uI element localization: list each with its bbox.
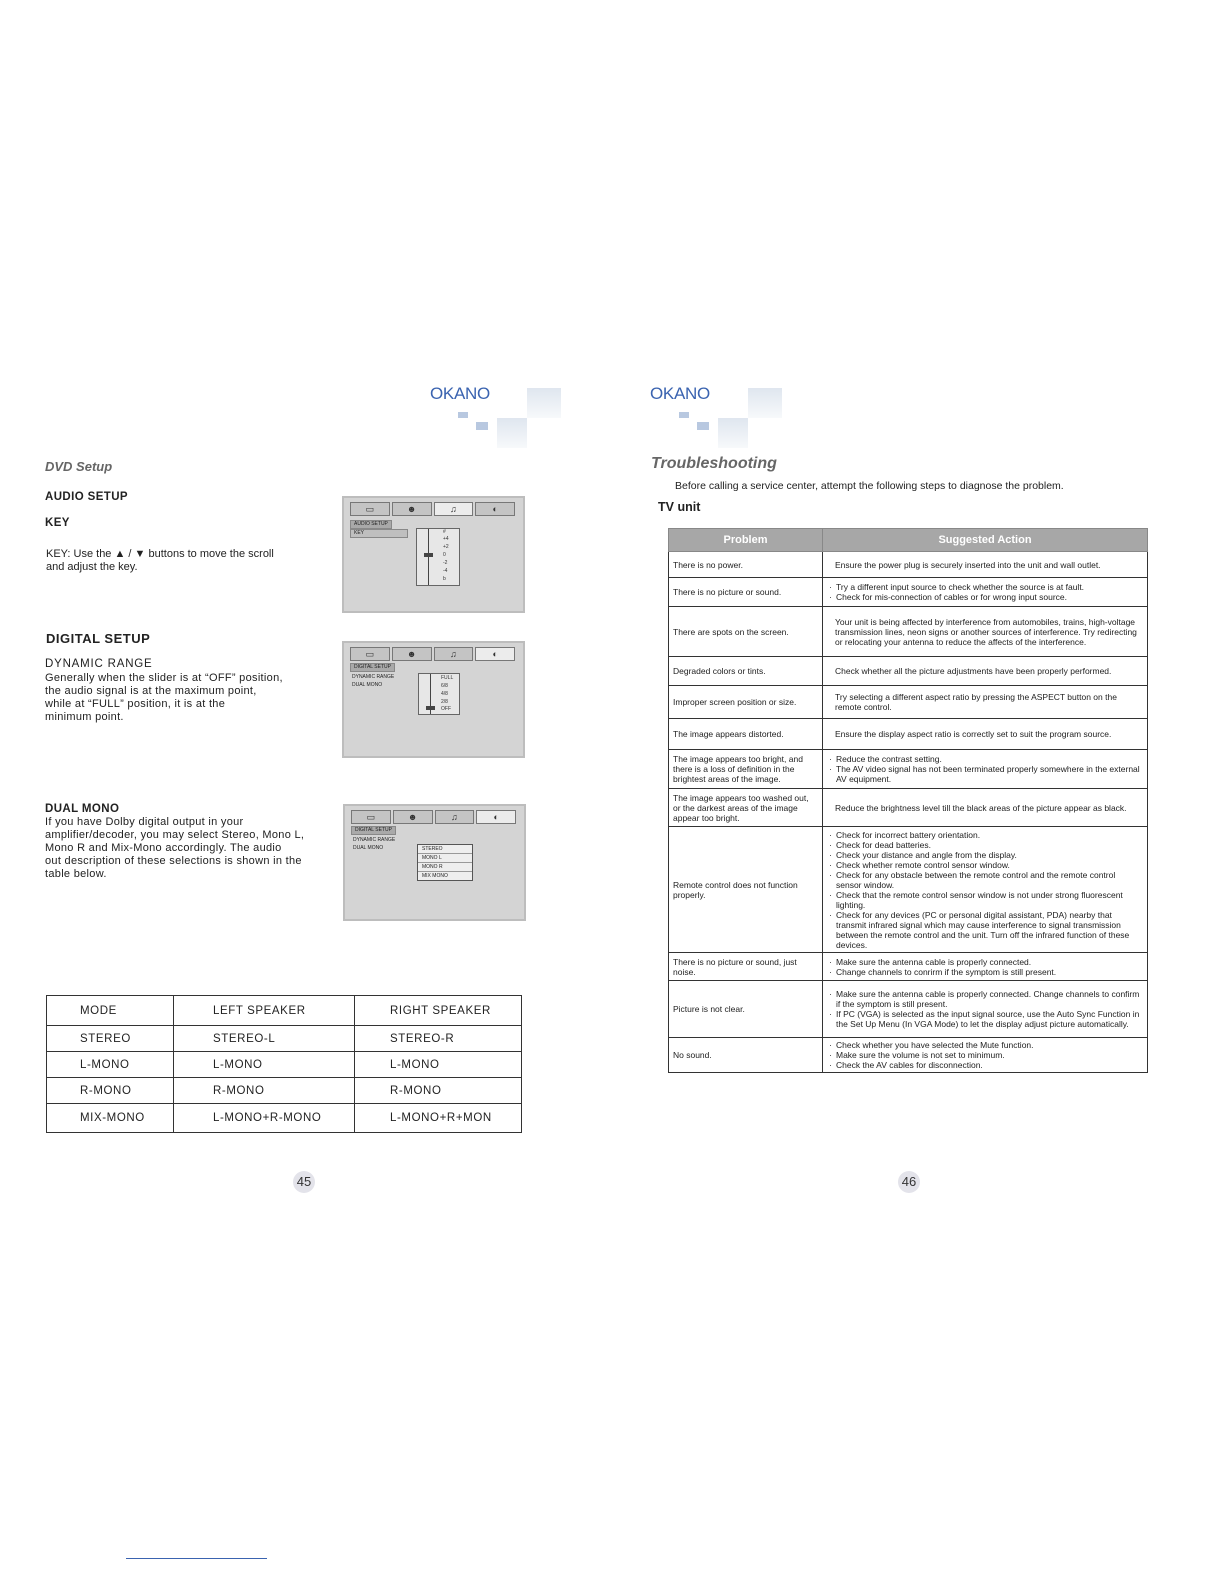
key-heading: KEY	[45, 517, 70, 529]
table-header-cell: MODE	[47, 996, 174, 1026]
problem-cell: The image appears too bright, and there is a loss of definition in the brightest areas of the image.	[669, 750, 823, 789]
table-row	[47, 1104, 522, 1133]
section-title-dvd-setup: DVD Setup	[45, 459, 113, 474]
person-icon: ☻	[392, 502, 432, 516]
table-row	[669, 953, 1148, 981]
osd-menu-item: KEY	[350, 529, 408, 538]
action-cell: Check whether all the picture adjustments have been properly performed.	[823, 657, 1148, 686]
osd-slider-handle	[426, 706, 435, 710]
table-cell: STEREO-R	[355, 1026, 522, 1052]
dynamic-range-line: Generally when the slider is at “OFF” position,	[45, 672, 283, 684]
table-cell: STEREO-L	[174, 1026, 355, 1052]
footer-rule	[126, 1558, 267, 1559]
table-header-cell: RIGHT SPEAKER	[355, 996, 522, 1026]
osd-menu-label: DIGITAL SETUP	[350, 663, 395, 672]
tv-icon: ▭	[350, 502, 390, 516]
osd-dynamic-scale	[418, 673, 460, 715]
tv-icon: ▭	[350, 647, 390, 661]
dynamic-range-line: minimum point.	[45, 711, 124, 723]
section-title-troubleshooting: Troubleshooting	[651, 455, 777, 472]
brand-logo-right: OKANO	[650, 384, 710, 403]
osd-tab-bar	[350, 647, 517, 661]
osd-option: MONO R	[418, 863, 472, 872]
table-cell: R-MONO	[47, 1078, 174, 1104]
page-number-left: 45	[293, 1171, 315, 1193]
dual-mono-line: Mono R and Mix-Mono accordingly. The audio	[45, 842, 282, 854]
intro-text: Before calling a service center, attempt the following steps to diagnose the problem.	[675, 480, 1064, 492]
osd-tick: 0	[443, 552, 446, 558]
dual-mono-mode-table	[46, 995, 522, 1133]
problem-cell: No sound.	[669, 1038, 823, 1073]
table-row	[669, 789, 1148, 827]
osd-menu-item: DUAL MONO	[353, 845, 384, 851]
key-description-line: and adjust the key.	[46, 561, 138, 573]
osd-dynamic-range-screen	[342, 641, 525, 758]
header-decoration	[476, 422, 488, 430]
header-decoration	[527, 388, 561, 418]
action-bullet: · Check for mis-connection of cables or for wrong input source.	[836, 592, 1143, 602]
action-cell: Try selecting a different aspect ratio by pressing the ASPECT button on the remote control.	[823, 686, 1148, 719]
table-cell: L-MONO	[174, 1052, 355, 1078]
table-row	[669, 552, 1148, 578]
music-note-icon: ♫	[435, 810, 475, 824]
action-bullet: · The AV video signal has not been terminated properly somewhere in the external AV equipment.	[836, 764, 1143, 784]
dual-mono-heading: DUAL MONO	[45, 803, 120, 815]
table-cell: L-MONO	[47, 1052, 174, 1078]
action-bullet: · Check the AV cables for disconnection.	[836, 1060, 1143, 1070]
troubleshooting-table	[668, 528, 1148, 1073]
osd-option: STEREO	[418, 845, 472, 854]
table-cell: L-MONO+R-MONO	[174, 1104, 355, 1133]
osd-tick: +4	[443, 536, 449, 542]
table-header-row	[47, 996, 522, 1026]
problem-cell: Picture is not clear.	[669, 981, 823, 1038]
header-decoration	[679, 412, 689, 418]
tv-icon: ▭	[351, 810, 391, 824]
osd-key-scale	[416, 528, 460, 586]
table-row	[669, 686, 1148, 719]
table-row	[669, 1038, 1148, 1073]
osd-menu-label: AUDIO SETUP	[350, 520, 392, 529]
person-icon: ☻	[393, 810, 433, 824]
osd-tick: 6/8	[441, 683, 448, 689]
action-bullet: · Check for incorrect battery orientation.	[836, 830, 1143, 840]
osd-menu-item: DUAL MONO	[352, 682, 383, 688]
header-decoration	[497, 418, 527, 448]
osd-tick: FULL	[441, 675, 454, 681]
action-bullet: · Check for any devices (PC or personal digital assistant, PDA) nearby that transmit infrared signal which may cause interference to signal transmission between the remote control and the unit. Turn off the infrared function of these devices.	[836, 910, 1143, 950]
action-bullet: · Try a different input source to check whether the source is at fault.	[836, 582, 1143, 592]
dual-mono-line: amplifier/decoder, you may select Stereo, Mono L,	[45, 829, 305, 841]
action-bullet: · Check for dead batteries.	[836, 840, 1143, 850]
problem-cell: Improper screen position or size.	[669, 686, 823, 719]
dual-mono-line: table below.	[45, 868, 107, 880]
table-cell: R-MONO	[174, 1078, 355, 1104]
table-cell: L-MONO	[355, 1052, 522, 1078]
osd-dual-mono-screen	[343, 804, 526, 921]
osd-tab-bar	[351, 810, 518, 824]
osd-tick: +2	[443, 544, 449, 550]
table-header-cell: Suggested Action	[823, 529, 1148, 552]
half-circle-icon: ◐	[475, 502, 515, 516]
table-row	[669, 827, 1148, 953]
dynamic-range-heading: DYNAMIC RANGE	[45, 658, 153, 670]
action-bullet: · Check your distance and angle from the display.	[836, 850, 1143, 860]
table-header-cell: Problem	[669, 529, 823, 552]
problem-cell: There is no picture or sound, just noise.	[669, 953, 823, 981]
table-header-cell: LEFT SPEAKER	[174, 996, 355, 1026]
table-row	[47, 1026, 522, 1052]
problem-cell: The image appears distorted.	[669, 719, 823, 750]
action-bullet: · Reduce the contrast setting.	[836, 754, 1143, 764]
table-cell: R-MONO	[355, 1078, 522, 1104]
osd-dual-mono-options	[417, 844, 473, 881]
osd-tick: b	[443, 576, 446, 582]
problem-cell: There is no power.	[669, 552, 823, 578]
action-bullet: · Change channels to conrirm if the symptom is still present.	[836, 967, 1143, 977]
brand-logo-left: OKANO	[430, 384, 490, 403]
osd-menu-label: DIGITAL SETUP	[351, 826, 396, 835]
action-bullet: · If PC (VGA) is selected as the input signal source, use the Auto Sync Function in the Set Up Menu (In VGA Mode) to let the display adjust picture automatically.	[836, 1009, 1143, 1029]
problem-cell: Remote control does not function properly.	[669, 827, 823, 953]
half-circle-icon: ◐	[476, 810, 516, 824]
osd-audio-setup-screen	[342, 496, 525, 613]
action-cell: Ensure the power plug is securely inserted into the unit and wall outlet.	[823, 552, 1148, 578]
table-header-row	[669, 529, 1148, 552]
action-bullet: · Make sure the antenna cable is properly connected. Change channels to confirm if the symptom is still present.	[836, 989, 1143, 1009]
table-cell: MIX-MONO	[47, 1104, 174, 1133]
action-cell: Reduce the brightness level till the black areas of the picture appear as black.	[823, 789, 1148, 827]
action-cell	[823, 827, 1148, 953]
action-cell: Ensure the display aspect ratio is correctly set to suit the program source.	[823, 719, 1148, 750]
osd-tick: #	[443, 529, 446, 535]
header-decoration	[718, 418, 748, 448]
key-description-line: KEY: Use the ▲ / ▼ buttons to move the scroll	[46, 548, 274, 560]
header-decoration	[748, 388, 782, 418]
osd-tick: 2/8	[441, 699, 448, 705]
table-row	[47, 1052, 522, 1078]
osd-tick: -4	[443, 568, 448, 574]
action-cell	[823, 578, 1148, 607]
table-cell: STEREO	[47, 1026, 174, 1052]
problem-cell: There is no picture or sound.	[669, 578, 823, 607]
action-bullet: · Make sure the volume is not set to minimum.	[836, 1050, 1143, 1060]
action-cell: Your unit is being affected by interference from automobiles, trains, high-voltage transmission lines, neon signs or another sources of interference. Try redirecting or relocating your antenna to reduce the affects of the interference.	[823, 607, 1148, 657]
header-decoration	[458, 412, 468, 418]
table-row	[669, 719, 1148, 750]
osd-menu-item: DYNAMIC RANGE	[352, 674, 395, 680]
osd-menu-item: DYNAMIC RANGE	[353, 837, 396, 843]
action-bullet: · Check whether remote control sensor window.	[836, 860, 1143, 870]
person-icon: ☻	[392, 647, 432, 661]
action-cell	[823, 1038, 1148, 1073]
header-decoration	[697, 422, 709, 430]
problem-cell: Degraded colors or tints.	[669, 657, 823, 686]
action-bullet: · Check for any obstacle between the remote control and the remote control sensor window.	[836, 870, 1143, 890]
osd-tick: -2	[443, 560, 448, 566]
osd-tick: 4/8	[441, 691, 448, 697]
table-row	[669, 578, 1148, 607]
dynamic-range-line: the audio signal is at the maximum point,	[45, 685, 257, 697]
osd-tick: OFF	[441, 706, 451, 712]
half-circle-icon: ◐	[475, 647, 515, 661]
action-cell	[823, 750, 1148, 789]
digital-setup-heading: DIGITAL SETUP	[46, 631, 151, 646]
action-cell	[823, 953, 1148, 981]
action-bullet: · Check whether you have selected the Mute function.	[836, 1040, 1143, 1050]
tv-unit-heading: TV unit	[658, 500, 701, 514]
page-number-right: 46	[898, 1171, 920, 1193]
problem-cell: The image appears too washed out, or the darkest areas of the image appear too bright.	[669, 789, 823, 827]
table-row	[669, 657, 1148, 686]
dynamic-range-line: while at “FULL” position, it is at the	[45, 698, 226, 710]
dual-mono-line: out description of these selections is shown in the	[45, 855, 302, 867]
osd-option: MIX MONO	[422, 873, 448, 879]
audio-setup-heading: AUDIO SETUP	[45, 491, 128, 503]
table-row	[669, 750, 1148, 789]
problem-cell: There are spots on the screen.	[669, 607, 823, 657]
table-row	[669, 607, 1148, 657]
action-bullet: · Make sure the antenna cable is properly connected.	[836, 957, 1143, 967]
music-note-icon: ♫	[434, 647, 474, 661]
table-row	[669, 981, 1148, 1038]
action-bullet: · Check that the remote control sensor window is not under strong fluorescent lighting.	[836, 890, 1143, 910]
table-row	[47, 1078, 522, 1104]
osd-option: MONO L	[418, 854, 472, 863]
osd-slider-handle	[424, 553, 433, 557]
dual-mono-line: If you have Dolby digital output in your	[45, 816, 244, 828]
action-cell	[823, 981, 1148, 1038]
table-cell: L-MONO+R+MON	[355, 1104, 522, 1133]
music-note-icon: ♫	[434, 502, 474, 516]
osd-tab-bar	[350, 502, 517, 516]
